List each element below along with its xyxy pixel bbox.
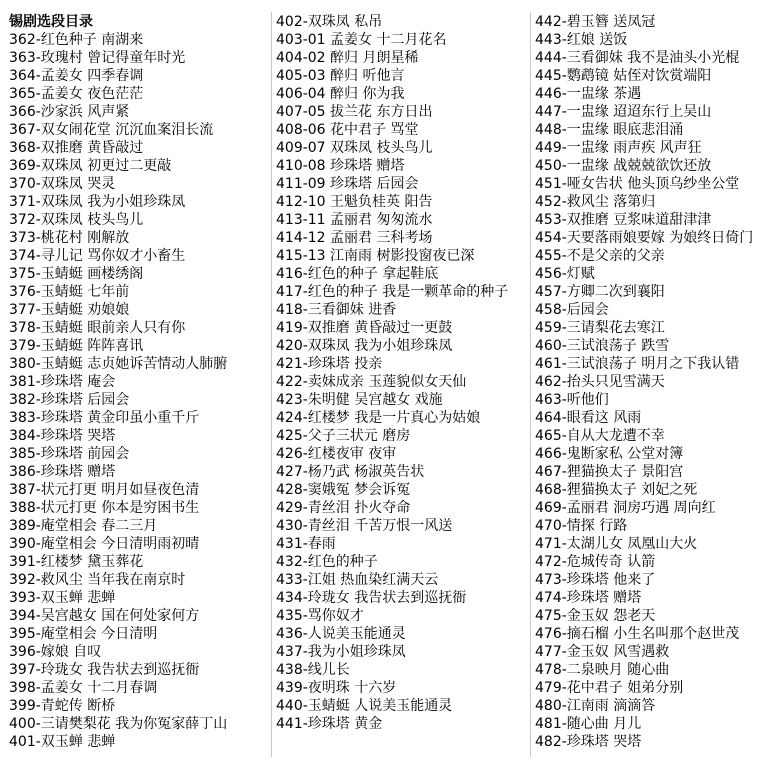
list-item: 394-吴宫越女 国在何处家何方 [9,608,200,624]
list-item: 408-06 花中君子 骂堂 [276,122,419,138]
list-item: 378-玉蜻蜓 眼前亲人只有你 [9,320,186,336]
list-item: 424-红楼梦 我是一片真心为姑娘 [276,410,481,426]
list-item: 460-三试浪荡子 跌雪 [535,338,670,354]
catalog-list-1 [0,0,272,751]
list-item: 464-眼看这 风雨 [535,410,642,426]
list-item: 388-状元打更 你本是穷困书生 [9,500,200,516]
catalog-list-3 [531,0,768,751]
list-item: 377-玉蜻蜓 劝娘娘 [9,302,130,318]
list-item: 478-二泉映月 随心曲 [535,662,670,678]
list-item: 364-孟姜女 四季春调 [9,68,144,84]
list-item: 445-鹦鹉镜 姑侄对饮赏端阳 [535,68,712,84]
list-item: 440-玉蜻蜓 人说美玉能通灵 [276,698,453,714]
list-item: 413-11 孟丽君 匆匆流水 [276,212,433,228]
list-item: 459-三请梨花去寒江 [535,320,665,336]
list-item: 372-双珠凤 枝头鸟儿 [9,212,144,228]
list-item: 451-哑女告状 他头顶乌纱坐公堂 [535,176,740,192]
catalog-column-1 [0,0,272,769]
list-item: 420-双珠凤 我为小姐珍珠凤 [276,338,453,354]
list-item: 375-玉蜻蜓 画楼绣阁 [9,266,144,282]
list-item: 380-玉蜻蜓 志贞她诉苦情动人肺腑 [9,356,228,372]
list-item: 430-青丝泪 千苦万恨一风送 [276,518,453,534]
list-item: 443-红娘 送饭 [535,32,628,48]
list-item: 384-珍珠塔 哭塔 [9,428,116,444]
list-item: 414-12 孟丽君 三科考场 [276,230,433,246]
list-item: 479-花中君子 姐弟分别 [535,680,684,696]
catalog-list-2 [272,0,530,733]
list-item: 446-一盅缘 茶遇 [535,86,642,102]
list-item: 395-庵堂相会 今日清明 [9,626,158,642]
list-item: 418-三看御妹 进香 [276,302,397,318]
catalog-column-3 [531,0,768,769]
list-item: 391-红楼梦 黛玉葬花 [9,554,144,570]
list-item: 410-08 珍珠塔 赠塔 [276,158,405,174]
list-item: 416-红色的种子 拿起鞋底 [276,266,439,282]
list-item: 382-珍珠塔 后园会 [9,392,130,408]
list-item: 457-方卿二次到襄阳 [535,284,665,300]
list-item: 438-线儿长 [276,662,350,678]
list-item: 423-朱明健 吴宫越女 戏施 [276,392,443,408]
list-item: 439-夜明珠 十六岁 [276,680,397,696]
list-item: 393-双玉蝉 悲蝉 [9,590,116,606]
list-item: 411-09 珍珠塔 后园会 [276,176,419,192]
list-item: 373-桃花村 刚解放 [9,230,130,246]
list-item: 389-庵堂相会 春二三月 [9,518,158,534]
list-item: 447-一盅缘 迢迢东行上吴山 [535,104,712,120]
list-item: 442-碧玉簪 送凤冠 [535,14,656,30]
list-item: 474-珍珠塔 赠塔 [535,590,642,606]
list-item: 385-珍珠塔 前园会 [9,446,130,462]
list-item: 365-孟姜女 夜色茫茫 [9,86,144,102]
list-item: 469-孟丽君 洞房巧遇 周向红 [535,500,716,516]
list-item: 470-情探 行路 [535,518,628,534]
list-item: 406-04 醉归 你为我 [276,86,405,102]
list-item: 370-双珠凤 哭灵 [9,176,116,192]
list-item: 412-10 王魁负桂英 阳告 [276,194,433,210]
list-item: 431-春雨 [276,536,336,552]
list-item: 452-救风尘 落第归 [535,194,656,210]
list-item: 437-我为小姐珍珠凤 [276,644,406,660]
list-item: 456-灯赋 [535,266,595,282]
list-item: 453-双推磨 豆浆味道甜津津 [535,212,712,228]
list-item: 455-不是父亲的父亲 [535,248,665,264]
list-item: 465-自从大龙遭不幸 [535,428,665,444]
list-item: 472-危城传奇 认箭 [535,554,656,570]
list-item: 367-双女闹花堂 沉沉血案泪长流 [9,122,214,138]
list-item: 476-摘石榴 小生名叫那个赵世茂 [535,626,740,642]
list-item: 397-玲珑女 我告状去到巡抚衙 [9,662,200,678]
list-item: 415-13 江南雨 树影投窗夜已深 [276,248,475,264]
list-item: 429-青丝泪 扑火夺命 [276,500,411,516]
list-item: 458-后园会 [535,302,609,318]
list-item: 374-寻儿记 骂你奴才小畜生 [9,248,186,264]
list-item: 432-红色的种子 [276,554,378,570]
list-item: 396-嫁娘 自叹 [9,644,102,660]
list-item: 454-天要落雨娘要嫁 为娘终日倚门 [535,230,754,246]
list-item: 371-双珠凤 我为小姐珍珠凤 [9,194,186,210]
list-item: 462-抬头只见雪满天 [535,374,665,390]
list-item: 379-玉蜻蜓 阵阵喜讯 [9,338,144,354]
list-item: 398-孟姜女 十二月春调 [9,680,158,696]
list-item: 434-玲珑女 我告状去到巡抚衙 [276,590,467,606]
list-item: 428-窦娥冤 梦会诉冤 [276,482,411,498]
list-item: 426-红楼夜审 夜审 [276,446,397,462]
list-item: 425-父子三状元 磨房 [276,428,411,444]
list-item: 467-狸猫换太子 景阳宫 [535,464,684,480]
list-item: 480-江南雨 滴滴答 [535,698,656,714]
list-item: 390-庵堂相会 今日清明雨初晴 [9,536,200,552]
list-item: 403-01 孟姜女 十二月花名 [276,32,447,48]
list-item: 435-骂你奴才 [276,608,364,624]
list-item: 402-双珠凤 私吊 [276,14,383,30]
list-item: 449-一盅缘 雨声疾 风声狂 [535,140,702,156]
list-item: 419-双推磨 黄昏敲过一更鼓 [276,320,453,336]
list-item: 400-三请樊梨花 我为你冤家薛丁山 [9,716,228,732]
list-item: 392-救风尘 当年我在南京时 [9,572,186,588]
list-item: 475-金玉奴 怨老天 [535,608,656,624]
list-item: 369-双珠凤 初更过二更敲 [9,158,172,174]
catalog-title: 锡剧选段目录 [9,14,93,30]
list-item: 468-狸猫换太子 刘妃之死 [535,482,698,498]
list-item: 401-双玉蝉 悲蝉 [9,734,116,750]
list-item: 386-珍珠塔 赠塔 [9,464,116,480]
list-item: 383-珍珠塔 黄金印虽小重千斤 [9,410,200,426]
list-item: 407-05 拔兰花 东方日出 [276,104,433,120]
catalog-column-2 [272,0,530,769]
list-item: 381-珍珠塔 庵会 [9,374,116,390]
list-item: 427-杨乃武 杨淑英告状 [276,464,425,480]
list-item: 466-鬼断家私 公堂对簿 [535,446,684,462]
list-item: 387-状元打更 明月如昼夜色清 [9,482,200,498]
list-item: 399-青蛇传 断桥 [9,698,116,714]
list-item: 448-一盅缘 眼底悲泪涌 [535,122,684,138]
list-item: 404-02 醉归 月朗星稀 [276,50,419,66]
list-item: 405-03 醉归 听他言 [276,68,405,84]
list-item: 417-红色的种子 我是一颗革命的种子 [276,284,509,300]
list-item: 441-珍珠塔 黄金 [276,716,383,732]
list-item: 421-珍珠塔 投亲 [276,356,383,372]
list-item: 477-金玉奴 风雪遇救 [535,644,670,660]
list-item: 463-听他们 [535,392,609,408]
list-item: 366-沙家浜 风声紧 [9,104,130,120]
list-item: 482-珍珠塔 哭塔 [535,734,642,750]
list-item: 481-随心曲 月儿 [535,716,642,732]
list-item: 368-双推磨 黄昏敲过 [9,140,144,156]
list-item: 461-三试浪荡子 明月之下我认错 [535,356,740,372]
list-item: 471-太湖儿女 凤凰山大火 [535,536,698,552]
list-item: 473-珍珠塔 他来了 [535,572,656,588]
list-item: 433-江姐 热血染红满天云 [276,572,439,588]
list-item: 422-卖妹成亲 玉莲貌似女天仙 [276,374,467,390]
list-item: 363-玫瑰村 曾记得童年时光 [9,50,186,66]
list-item: 409-07 双珠凤 枝头鸟儿 [276,140,433,156]
list-item: 450-一盅缘 战兢兢欲饮还放 [535,158,712,174]
list-item: 444-三看御妹 我不是油头小光棍 [535,50,740,66]
list-item: 436-人说美玉能通灵 [276,626,406,642]
list-item: 362-红色种子 南湖来 [9,32,144,48]
list-item: 376-玉蜻蜓 七年前 [9,284,130,300]
